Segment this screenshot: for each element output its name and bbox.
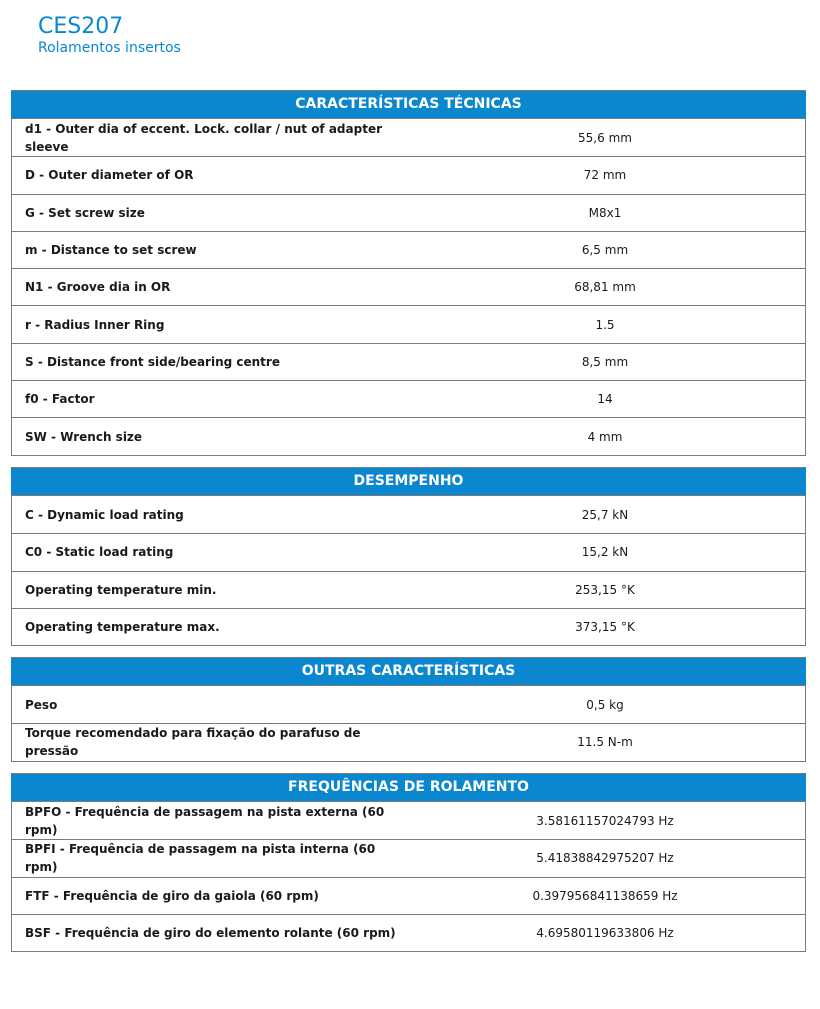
row-label: G - Set screw size <box>25 205 145 220</box>
section-title: DESEMPENHO <box>11 467 806 496</box>
table-row <box>12 839 805 876</box>
table-row <box>12 268 805 305</box>
row-value: 4 mm <box>587 429 623 444</box>
table-row <box>12 417 805 454</box>
section-performance <box>11 467 806 646</box>
row-value: 25,7 kN <box>581 507 629 522</box>
row-value: 3.58161157024793 Hz <box>536 813 674 828</box>
row-label: d1 - Outer dia of eccent. Lock. collar / nut of adapter sleeve <box>25 121 382 154</box>
row-label: m - Distance to set screw <box>25 243 197 258</box>
row-label: C - Dynamic load rating <box>25 507 184 522</box>
row-label: Operating temperature min. <box>25 582 217 597</box>
table-row <box>12 305 805 342</box>
row-label: Peso <box>25 697 58 712</box>
table-row <box>12 496 805 533</box>
row-label: BPFI - Frequência de passagem na pista interna (60 rpm) <box>25 842 376 875</box>
table-row <box>12 231 805 268</box>
row-label: BPFO - Frequência de passagem na pista externa (60 rpm) <box>25 804 385 837</box>
table-row <box>12 914 805 951</box>
row-label: BSF - Frequência de giro do elemento rolante (60 rpm) <box>25 926 396 941</box>
table-row <box>12 802 805 839</box>
row-value: 55,6 mm <box>578 130 632 145</box>
section-other <box>11 657 806 762</box>
row-value: 15,2 kN <box>581 545 629 560</box>
row-label: D - Outer diameter of OR <box>25 168 194 183</box>
row-value: 8,5 mm <box>581 354 629 369</box>
page-title: CES207 <box>38 14 124 39</box>
table-row <box>12 686 805 723</box>
table-row <box>12 194 805 231</box>
row-value: 0,5 kg <box>586 697 624 712</box>
row-label: f0 - Factor <box>25 392 95 407</box>
table-row <box>12 608 805 645</box>
section-title: OUTRAS CARACTERÍSTICAS <box>11 657 806 686</box>
page-header <box>38 14 181 56</box>
row-value: 1.5 <box>595 317 615 332</box>
row-value: 4.69580119633806 Hz <box>536 926 674 941</box>
table-row <box>12 343 805 380</box>
section-technical <box>11 90 806 456</box>
section-frequencies <box>11 773 806 952</box>
row-value: 373,15 °K <box>575 620 635 635</box>
row-value: 0.397956841138659 Hz <box>532 888 678 903</box>
row-label: Operating temperature max. <box>25 620 220 635</box>
table-row <box>12 156 805 193</box>
table-row <box>12 380 805 417</box>
row-value: 6,5 mm <box>581 243 629 258</box>
row-value: 253,15 °K <box>575 582 635 597</box>
row-label: SW - Wrench size <box>25 429 143 444</box>
row-value: 72 mm <box>583 168 627 183</box>
row-label: FTF - Frequência de giro da gaiola (60 rpm) <box>25 888 319 903</box>
table-row <box>12 533 805 570</box>
row-label: C0 - Static load rating <box>25 545 174 560</box>
row-value: M8x1 <box>588 205 622 220</box>
table-row <box>12 723 805 760</box>
table-row <box>12 571 805 608</box>
section-title: FREQUÊNCIAS DE ROLAMENTO <box>11 773 806 802</box>
row-label: Torque recomendado para fixação do parafuso de pressão <box>25 726 361 759</box>
row-label: r - Radius Inner Ring <box>25 317 165 332</box>
row-label: S - Distance front side/bearing centre <box>25 354 280 369</box>
row-value: 68,81 mm <box>574 280 636 295</box>
section-title: CARACTERÍSTICAS TÉCNICAS <box>11 90 806 119</box>
row-value: 14 <box>597 392 613 407</box>
row-value: 11.5 N-m <box>577 735 633 750</box>
row-value: 5.41838842975207 Hz <box>536 851 674 866</box>
row-label: N1 - Groove dia in OR <box>25 280 171 295</box>
page-subtitle: Rolamentos insertos <box>38 40 181 56</box>
table-row <box>12 877 805 914</box>
table-row <box>12 119 805 156</box>
